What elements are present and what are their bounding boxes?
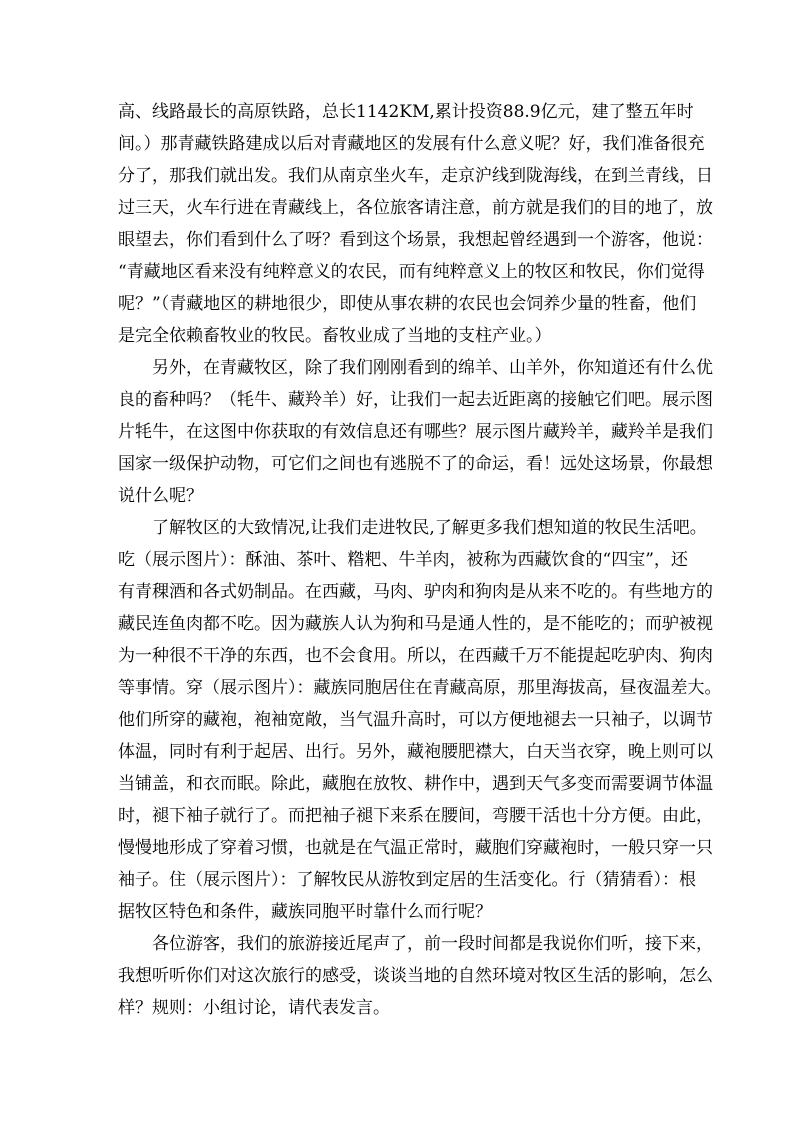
text-line: 吃（展示图片）：酥油、茶叶、糌粑、牛羊肉，被称为西藏饮食的“四宝”，还 [118, 550, 688, 570]
text-line: 我想听听你们对这次旅行的感受，谈谈当地的自然环境对牧区生活的影响，怎么 [118, 966, 713, 986]
text-line: 慢慢地形成了穿着习惯，也就是在气温正常时，藏胞们穿藏袍时，一般只穿一只 [118, 838, 713, 858]
text-line: 当铺盖，和衣而眠。除此，藏胞在放牧、耕作中，遇到天气多变而需要调节体温 [118, 774, 713, 794]
text-line: 为一种很不干净的东西，也不会食用。所以，在西藏千万不能提起吃驴肉、狗肉 [118, 646, 713, 666]
text-line: 间。）那青藏铁路建成以后对青藏地区的发展有什么意义呢？好，我们准备很充 [118, 134, 705, 154]
paragraph-4 [118, 928, 713, 1024]
text-line: 片牦牛，在这图中你获取的有效信息还有哪些？展示图片藏羚羊，藏羚羊是我们 [118, 422, 713, 442]
text-line: 眼望去，你们看到什么了呀？看到这个场景，我想起曾经遇到一个游客，他说： [118, 230, 713, 250]
text-line: 体温，同时有利于起居、出行。另外，藏袍腰肥襟大，白天当衣穿，晚上则可以 [118, 742, 713, 762]
text-line: 他们所穿的藏袍，袍袖宽敞，当气温升高时，可以方便地褪去一只袖子，以调节 [118, 710, 713, 730]
paragraph-1 [118, 96, 713, 352]
text-line: 时，褪下袖子就行了。而把袖子褪下来系在腰间，弯腰干活也十分方便。由此， [118, 806, 713, 826]
text-line: 了解牧区的大致情况,让我们走进牧民,了解更多我们想知道的牧民生活吧。 [152, 518, 707, 538]
text-line: 袖子。住（展示图片）：了解牧民从游牧到定居的生活变化。行（猜猜看）：根 [118, 870, 696, 890]
paragraph-2 [118, 352, 713, 512]
text-line: 样？规则：小组讨论，请代表发言。 [118, 998, 390, 1018]
text-line: 据牧区特色和条件，藏族同胞平时靠什么而行呢？ [118, 902, 492, 922]
text-line: 有青稞酒和各式奶制品。在西藏，马肉、驴肉和狗肉是从来不吃的。有些地方的 [118, 582, 713, 602]
text-line: 分了，那我们就出发。我们从南京坐火车，走京沪线到陇海线，在到兰青线，日 [118, 166, 713, 186]
text-line: 各位游客，我们的旅游接近尾声了，前一段时间都是我说你们听，接下来， [152, 934, 713, 954]
text-line: “青藏地区看来没有纯粹意义的农民，而有纯粹意义上的牧区和牧民，你们觉得 [118, 262, 705, 282]
paragraph-3 [118, 512, 722, 928]
text-line: 是完全依赖畜牧业的牧民。畜牧业成了当地的支柱产业。） [118, 326, 552, 346]
text-line: 呢？”（青藏地区的耕地很少，即使从事农耕的农民也会饲养少量的牲畜，他们 [118, 294, 697, 314]
text-line: 良的畜种吗？（牦牛、藏羚羊）好，让我们一起去近距离的接触它们吧。展示图 [118, 390, 713, 410]
text-line: 等事情。穿（展示图片）：藏族同胞居住在青藏高原，那里海拔高，昼夜温差大。 [118, 678, 722, 698]
document-body [118, 96, 722, 1024]
text-line: 国家一级保护动物，可它们之间也有逃脱不了的命运，看！远处这场景，你最想 [118, 454, 713, 474]
text-line: 高、线路最长的高原铁路，总长1142KM,累计投资88.9亿元，建了整五年时 [118, 102, 694, 122]
text-line: 藏民连鱼肉都不吃。因为藏族人认为狗和马是通人性的，是不能吃的；而驴被视 [118, 614, 713, 634]
text-line: 说什么呢？ [118, 486, 203, 506]
text-line: 过三天，火车行进在青藏线上，各位旅客请注意，前方就是我们的目的地了，放 [118, 198, 713, 218]
text-line: 另外，在青藏牧区，除了我们刚刚看到的绵羊、山羊外，你知道还有什么优 [152, 358, 713, 378]
